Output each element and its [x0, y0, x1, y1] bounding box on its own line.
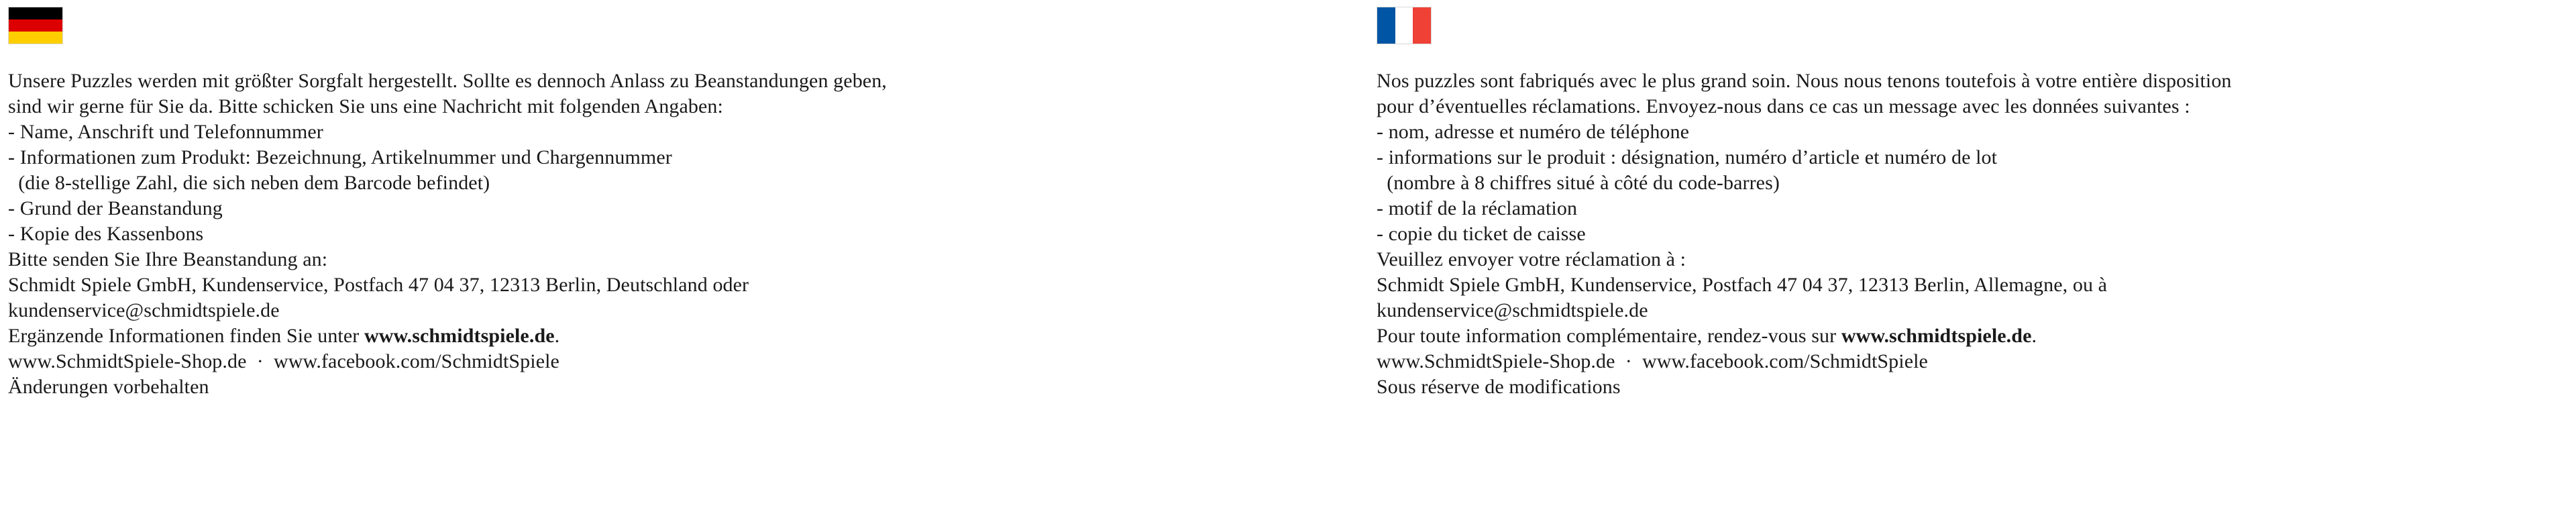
- german-column: [0, 0, 1368, 400]
- german-line: - Grund der Beanstandung: [8, 197, 223, 219]
- french-line: (nombre à 8 chiffres situé à côté du code-barres): [1377, 172, 1780, 194]
- german-line: Unsere Puzzles werden mit größter Sorgfalt hergestellt. Sollte es dennoch Anlass zu Beanstandungen geben,: [8, 70, 887, 92]
- french-text-block: [1368, 68, 2576, 400]
- german-links-line: www.SchmidtSpiele-Shop.de · www.facebook.com/SchmidtSpiele: [8, 350, 559, 372]
- german-text-block: [0, 68, 1368, 400]
- french-line: Veuillez envoyer votre réclamation à :: [1377, 248, 1686, 270]
- flag-germany-band-red: [9, 19, 62, 32]
- german-footer-line: Änderungen vorbehalten: [8, 376, 209, 398]
- german-line: (die 8-stellige Zahl, die sich neben dem Barcode befindet): [8, 172, 490, 194]
- french-line: - copie du ticket de caisse: [1377, 223, 1586, 245]
- german-line: Bitte senden Sie Ihre Beanstandung an:: [8, 248, 328, 270]
- german-line: - Kopie des Kassenbons: [8, 223, 204, 245]
- flag-germany-icon: [8, 7, 63, 44]
- german-info-line: [8, 323, 1368, 349]
- german-email-line: kundenservice@schmidtspiele.de: [8, 299, 280, 321]
- german-line: - Name, Anschrift und Telefonnummer: [8, 121, 323, 143]
- flag-germany-band-gold: [9, 32, 62, 44]
- german-info-website: www.schmidtspiele.de: [364, 325, 555, 347]
- french-info-prefix: Pour toute information complémentaire, rendez-vous sur: [1377, 325, 1841, 347]
- german-line: sind wir gerne für Sie da. Bitte schicken Sie uns eine Nachricht mit folgenden Angaben:: [8, 95, 723, 117]
- flag-france-band-blue: [1377, 7, 1395, 44]
- french-info-website: www.schmidtspiele.de: [1841, 325, 2032, 347]
- german-info-prefix: Ergänzende Informationen finden Sie unter: [8, 325, 364, 347]
- french-footer-line: Sous réserve de modifications: [1377, 376, 1621, 398]
- flag-germany-band-black: [9, 7, 62, 19]
- french-line: Schmidt Spiele GmbH, Kundenservice, Postfach 47 04 37, 12313 Berlin, Allemagne, ou à: [1377, 274, 2108, 296]
- french-line: - nom, adresse et numéro de téléphone: [1377, 121, 1690, 143]
- french-line: - motif de la réclamation: [1377, 197, 1578, 219]
- flag-france-icon: [1377, 7, 1432, 44]
- french-links-line: www.SchmidtSpiele-Shop.de · www.facebook.com/SchmidtSpiele: [1377, 350, 1928, 372]
- french-line: - informations sur le produit : désignation, numéro d’article et numéro de lot: [1377, 146, 1998, 168]
- german-line: Schmidt Spiele GmbH, Kundenservice, Postfach 47 04 37, 12313 Berlin, Deutschland oder: [8, 274, 749, 296]
- french-email-line: kundenservice@schmidtspiele.de: [1377, 299, 1648, 321]
- flag-france-band-white: [1395, 7, 1413, 44]
- german-line: - Informationen zum Produkt: Bezeichnung, Artikelnummer und Chargennummer: [8, 146, 672, 168]
- flag-france-band-red: [1413, 7, 1431, 44]
- french-info-suffix: .: [2031, 325, 2037, 347]
- french-info-line: [1377, 323, 2576, 349]
- french-line: pour d’éventuelles réclamations. Envoyez-nous dans ce cas un message avec les données suivantes :: [1377, 95, 2190, 117]
- french-column: [1368, 0, 2576, 400]
- french-line: Nos puzzles sont fabriqués avec le plus grand soin. Nous nous tenons toutefois à votre entière disposition: [1377, 70, 2232, 92]
- german-info-suffix: .: [554, 325, 560, 347]
